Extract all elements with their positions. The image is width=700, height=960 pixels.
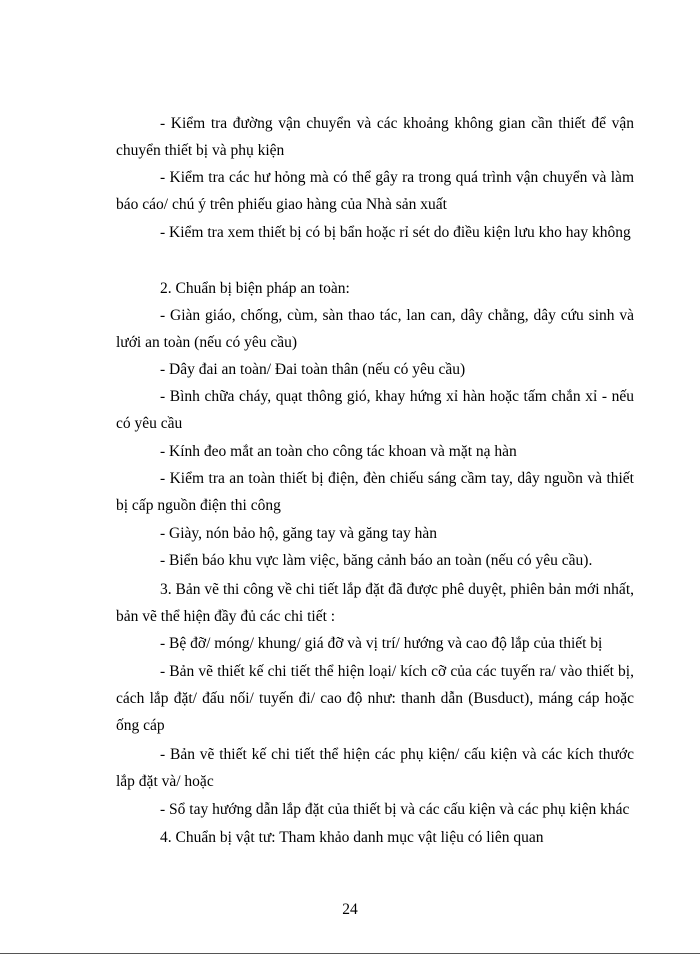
paragraph-12: 3. Bản vẽ thi công về chi tiết lắp đặt đã được phê duyệt, phiên bản mới nhất, bản vẽ thể hiện đầy đủ các chi tiết :: [116, 581, 634, 625]
paragraph-9: - Kiểm tra an toàn thiết bị điện, đèn chiếu sáng cầm tay, dây nguồn và thiết bị cấp nguồn điện thi công: [116, 470, 634, 514]
paragraph-11: - Biển báo khu vực làm việc, băng cảnh báo an toàn (nếu có yêu cầu).: [160, 552, 593, 569]
paragraph-14: - Bản vẽ thiết kế chi tiết thể hiện loại/ kích cỡ của các tuyến ra/ vào thiết bị, cách lắp đặt/ đấu nối/ tuyến đi/ cao độ như: thanh dẫn (Busduct), máng cáp hoặc ống cáp: [116, 663, 634, 734]
paragraph-13: - Bệ đỡ/ móng/ khung/ giá đỡ và vị trí/ hướng và cao độ lắp của thiết bị: [160, 635, 603, 652]
paragraph-16: - Sổ tay hướng dẫn lắp đặt của thiết bị và các cấu kiện và các phụ kiện khác: [160, 801, 630, 818]
paragraph-1: - Kiểm tra đường vận chuyển và các khoảng không gian cần thiết để vận chuyển thiết bị và phụ kiện: [116, 115, 634, 159]
paragraph-10: - Giày, nón bảo hộ, găng tay và găng tay hàn: [160, 525, 438, 542]
paragraph-17: 4. Chuẩn bị vật tư: Tham khảo danh mục vật liệu có liên quan: [160, 829, 544, 846]
page-number: 24: [342, 901, 358, 918]
paragraph-7: - Bình chữa cháy, quạt thông gió, khay hứng xỉ hàn hoặc tấm chắn xỉ - nếu có yêu cầu: [116, 388, 634, 432]
paragraph-8: - Kính đeo mắt an toàn cho công tác khoan và mặt nạ hàn: [160, 443, 517, 460]
page-bottom-divider: [0, 953, 700, 954]
paragraph-3: - Kiểm tra xem thiết bị có bị bẩn hoặc rỉ sét do điều kiện lưu kho hay không: [160, 224, 631, 241]
paragraph-2: - Kiểm tra các hư hỏng mà có thể gây ra trong quá trình vận chuyển và làm báo cáo/ chú ý trên phiếu giao hàng của Nhà sản xuất: [116, 169, 634, 213]
paragraph-5: - Giàn giáo, chống, cùm, sàn thao tác, lan can, dây chằng, dây cứu sinh và lưới an toàn (nếu có yêu cầu): [116, 307, 634, 351]
paragraph-4: 2. Chuẩn bị biện pháp an toàn:: [160, 280, 350, 297]
paragraph-6: - Dây đai an toàn/ Đai toàn thân (nếu có yêu cầu): [160, 361, 466, 378]
paragraph-15: - Bản vẽ thiết kế chi tiết thể hiện các phụ kiện/ cấu kiện và các kích thước lắp đặt và/ hoặc: [116, 746, 634, 790]
